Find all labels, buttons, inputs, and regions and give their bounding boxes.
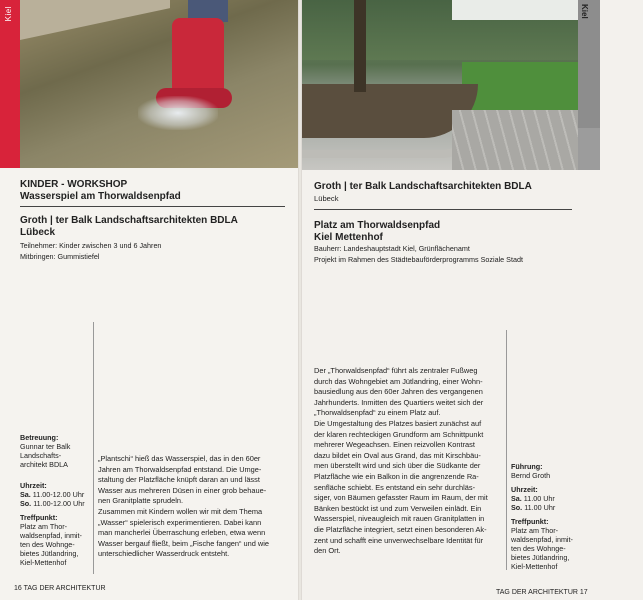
photo-rubber-boot-water xyxy=(20,0,298,168)
right-tab-shade xyxy=(578,128,600,170)
left-body-line: staltung der Platzfläche knüpft daran an und lässt xyxy=(98,475,260,485)
right-body-line: Die Umgestaltung des Platzes basiert zunächst auf xyxy=(314,419,482,428)
betreuung-label: Betreuung: xyxy=(20,433,59,442)
left-divider xyxy=(20,206,285,207)
right-page-number: 17 xyxy=(579,589,588,596)
betreuung-line: Gunnar ter Balk xyxy=(20,442,71,451)
right-body-line: mehrerer Wegeachsen. Einen reizvollen Kontrast xyxy=(314,440,475,450)
right-body-line: zent und schafft eine unverwechselbare Identität für xyxy=(314,535,484,545)
treffpunkt-line: Kiel-Mettenhof xyxy=(20,558,67,567)
fuehrung-label: Führung: xyxy=(511,462,543,471)
right-city: Lübeck xyxy=(314,194,339,203)
treffpunkt-line: ten des Wohnge- xyxy=(511,544,566,553)
left-body-line: Zusammen mit Kindern wollen wir mit dem Thema xyxy=(98,507,263,516)
left-city-tab-label: Kiel xyxy=(4,6,13,22)
uhrzeit-line: So. 11.00-12.00 Uhr xyxy=(20,499,85,508)
left-body-line: unterschiedlicher Wasserdruck entsteht. xyxy=(98,549,230,559)
right-body-line: men überstellt wird und sich über die Südkante der xyxy=(314,461,481,471)
uhrzeit-line: Sa. 11.00 Uhr xyxy=(511,494,555,503)
right-body-line: senfläche schiebt. Es entstand ein sehr durchläs- xyxy=(314,482,476,492)
left-city-tab xyxy=(0,0,20,168)
right-body-line: Wasserspiel, niveaugleich mit rauen Granitplatten in xyxy=(314,514,485,524)
client: Bauherr: Landeshauptstadt Kiel, Grünflächenamt xyxy=(314,244,470,253)
treffpunkt-label: Treffpunkt: xyxy=(511,517,549,526)
project-location: Kiel Mettenhof xyxy=(314,232,383,243)
project-title: Platz am Thorwaldsenpfad xyxy=(314,220,441,231)
right-body-line: Bänken bestückt ist und zum Verweilen einlädt. Ein xyxy=(314,503,482,513)
right-body-line: bausiedlung aus den 60er Jahren des vergangenen xyxy=(314,387,483,397)
right-body-line: siger, von Bäumen gefasster Raum im Raum, der mit xyxy=(314,493,488,503)
right-body-line: Der „Thorwaldsenpfad“ führt als zentraler Fußweg xyxy=(314,366,478,375)
left-footer-text: TAG DER ARCHITEKTUR xyxy=(23,585,106,592)
right-body-line: die Platzfläche integriert, setzt einen besonderen Ak- xyxy=(314,525,487,534)
left-body-line: Wasser bergauf fließt, beim „Fische fangen“ und wie xyxy=(98,538,270,548)
right-office: Groth | ter Balk Landschaftsarchitekten BDLA xyxy=(314,181,532,192)
right-footer-text: TAG DER ARCHITEKTUR xyxy=(496,589,578,596)
treffpunkt-label: Treffpunkt: xyxy=(20,513,58,522)
treffpunkt-line: bietes Jütlandring, xyxy=(20,549,79,558)
right-body-line: Platzfläche wie ein Balkon in die angrenzende Ra- xyxy=(314,472,479,481)
photo-square-thorwaldsenpfad xyxy=(302,0,578,170)
event-subtitle: Wasserspiel am Thorwaldsenpfad xyxy=(20,191,181,202)
right-body-line: durch das Wohngebiet am Jütlandring, einer Wohn- xyxy=(314,376,483,386)
left-body-line: nen Granitplatte sprudeln. xyxy=(98,496,184,506)
treffpunkt-line: Platz am Thor- xyxy=(511,526,558,535)
right-footer xyxy=(496,589,588,596)
right-body-line: dazu bildet ein Oval aus Grand, das mit Kirschbäu- xyxy=(314,450,481,460)
left-body-line: Jahren am Thorwaldsenpfad entstand. Die Umge- xyxy=(98,464,262,474)
right-body-line: Jahrhunderts. Inmitten des Quartiers weitet sich der xyxy=(314,397,484,407)
bring-along: Mitbringen: Gummistiefel xyxy=(20,252,100,261)
left-page-number: 16 xyxy=(14,585,22,592)
program: Projekt im Rahmen des Städtebauförderprogramms Soziale Stadt xyxy=(314,255,523,264)
fuehrung-line: Bernd Groth xyxy=(511,471,551,480)
participants: Teilnehmer: Kinder zwischen 3 und 6 Jahren xyxy=(20,241,162,250)
left-column-line xyxy=(93,322,94,574)
left-office: Groth | ter Balk Landschaftsarchitekten BDLA xyxy=(20,215,238,226)
treffpunkt-line: Platz am Thor- xyxy=(20,522,67,531)
uhrzeit-label: Uhrzeit: xyxy=(511,485,538,494)
treffpunkt-line: waldsenpfad, inmit- xyxy=(511,535,573,544)
left-footer xyxy=(14,585,106,592)
left-body-line: Wasser aus mehreren Düsen in einer grob behaue- xyxy=(98,485,267,495)
right-city-tab-label: Kiel xyxy=(580,4,589,19)
left-city: Lübeck xyxy=(20,227,56,238)
betreuung-line: architekt BDLA xyxy=(20,460,68,469)
betreuung-line: Landschafts- xyxy=(20,451,62,460)
event-title: KINDER - WORKSHOP xyxy=(20,179,128,190)
right-body-line: den Ort. xyxy=(314,546,341,556)
right-body-line: der klaren rechteckigen Grundform am Schnittpunkt xyxy=(314,429,484,439)
treffpunkt-line: Kiel-Mettenhof xyxy=(511,562,558,571)
right-body-line: „Thorwaldsenpfad“ zu einem Platz auf. xyxy=(314,408,441,418)
uhrzeit-label: Uhrzeit: xyxy=(20,481,47,490)
treffpunkt-line: waldsenpfad, inmit- xyxy=(20,531,82,540)
uhrzeit-line: So. 11.00 Uhr xyxy=(511,503,556,512)
treffpunkt-line: ten des Wohnge- xyxy=(20,540,75,549)
uhrzeit-line: Sa. 11.00-12.00 Uhr xyxy=(20,490,85,499)
treffpunkt-line: bietes Jütlandring, xyxy=(511,553,570,562)
right-column-line xyxy=(506,330,507,570)
left-body-line: „Plantschi“ hieß das Wasserspiel, das in den 60er xyxy=(98,454,261,463)
left-body-line: „Wasser“ spielerisch experimentieren. Dabei kann xyxy=(98,517,262,527)
left-body-line: man mancherlei Überraschung erleben, etwa wenn xyxy=(98,528,266,538)
right-divider xyxy=(314,209,572,210)
